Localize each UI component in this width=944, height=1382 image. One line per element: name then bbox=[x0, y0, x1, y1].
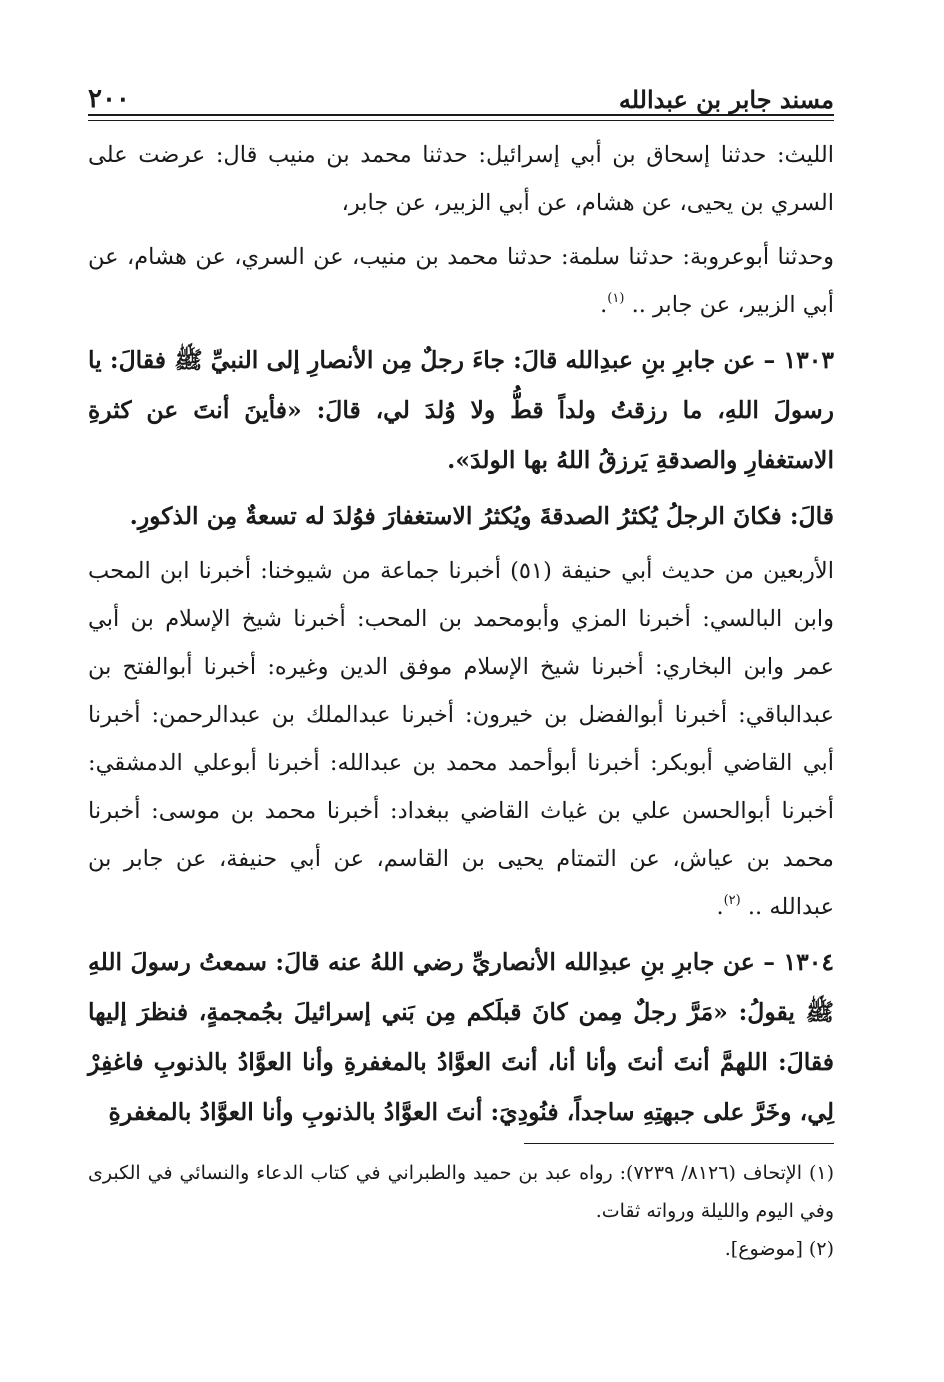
header-rule bbox=[88, 120, 834, 121]
footnote-separator bbox=[524, 1143, 834, 1144]
hadith-number-1304: ١٣٠٤ – bbox=[763, 948, 835, 976]
hadith-number-1303: ١٣٠٣ – bbox=[763, 346, 834, 374]
hadith-1303-conclusion: قالَ: فكانَ الرجلُ يُكثرُ الصدقةَ ويُكثرُ الاستغفارَ فوُلدَ له تسعةٌ مِن الذكورِ. bbox=[129, 502, 834, 530]
hadith-1304 bbox=[88, 937, 834, 1137]
page-header bbox=[88, 70, 834, 116]
hadith-1304-text: عن جابرِ بنِ عبدِالله الأنصاريِّ رضي اللهُ عنه قالَ: سمعتُ رسولَ اللهِ ﷺ يقولُ: «مَرَّ رجلٌ مِمن كانَ قبلَكم مِن بَني إسرائيلَ بجُمجمةٍ، فنظرَ إليها فقالَ: اللهمَّ أنتَ أنتَ وأنا أنا، أنتَ العوَّادُ بالمغفرةِ وأنا العوَّادُ بالذنوبِ فاغفِرْ لِي، وخَرَّ على جبهتِهِ ساجداً، فنُودِيَ: أنتَ العوَّادُ بالذنوبِ وأنا العوَّادُ بالمغفرةِ bbox=[88, 948, 834, 1126]
footnote-ref-1: (١) bbox=[607, 291, 625, 306]
hadith-1303 bbox=[88, 335, 834, 485]
footnote-1: (١) الإتحاف (٨١٢٦/ ٧٢٣٩): رواه عبد بن حميد والطبراني في كتاب الدعاء والنسائي في الكبرى وفي اليوم والليلة ورواته ثقات. bbox=[88, 1162, 834, 1222]
isnad-paragraph-1: الليث: حدثنا إسحاق بن أبي إسرائيل: حدثنا محمد بن منيب قال: عرضت على السري بن يحيى، عن هشام، عن أبي الزبير، عن جابر، bbox=[88, 142, 834, 216]
isnad-paragraph-2-text: وحدثنا أبوعروبة: حدثنا سلمة: حدثنا محمد بن منيب، عن السري، عن هشام، عن أبي الزبير، عن جابر .. bbox=[88, 244, 834, 318]
hadith-1303-text: عن جابرِ بنِ عبدِالله قالَ: جاءَ رجلٌ مِن الأنصارِ إلى النبيِّ ﷺ فقالَ: يا رسولَ اللهِ، ما رزقتُ ولداً قطُّ ولا وُلدَ لي، قالَ: «فأينَ أنتَ عن كثرةِ الاستغفارِ والصدقةِ يَرزقُ اللهُ بها الولدَ». bbox=[88, 346, 834, 474]
isnad-paragraph-2: وحدثنا أبوعروبة: حدثنا سلمة: حدثنا محمد بن منيب، عن السري، عن هشام، عن أبي الزبير، عن جابر .. $^{(١)}$. bbox=[88, 244, 834, 318]
running-title: مسند جابر بن عبدالله bbox=[618, 85, 834, 114]
footnote-ref-2: (٢) bbox=[723, 893, 741, 908]
isnad-paragraph-3-text: الأربعين من حديث أبي حنيفة (٥١) أخبرنا جماعة من شيوخنا: أخبرنا ابن المحب وابن البالسي: أخبرنا المزي وأبومحمد بن المحب: أخبرنا شيخ الإسلام بن أبي عمر وابن البخاري: أخبرنا شيخ الإسلام موفق الدين وغيره: أخبرنا أبوالفتح بن عبدالباقي: أخبرنا أبوالفضل بن خيرون: أخبرنا عبدالملك بن عبدالرحمن: أخبرنا أبي القاضي أبوبكر: أخبرنا أبوأحمد محمد بن عبدالله: أخبرنا أبوعلي الدمشقي: أخبرنا أبوالحسن علي بن غياث القاضي ببغداد: أخبرنا محمد بن موسى: أخبرنا محمد بن عياش، عن التمتام يحيى بن القاسم، عن أبي حنيفة، عن جابر بن عبدالله .. bbox=[88, 558, 834, 920]
footnote-2: (٢) [موضوع]. bbox=[724, 1238, 834, 1260]
book-page bbox=[88, 70, 834, 1268]
page-number: ٢٠٠ bbox=[88, 84, 130, 114]
isnad-paragraph-3: الأربعين من حديث أبي حنيفة (٥١) أخبرنا جماعة من شيوخنا: أخبرنا ابن المحب وابن البالسي: أخبرنا المزي وأبومحمد بن المحب: أخبرنا شيخ الإسلام بن أبي عمر وابن البخاري: أخبرنا شيخ الإسلام موفق الدين وغيره: أخبرنا أبوالفتح بن عبدالباقي: أخبرنا أبوالفضل بن خيرون: أخبرنا عبدالملك بن عبدالرحمن: أخبرنا أبي القاضي أبوبكر: أخبرنا أبوأحمد محمد بن عبدالله: أخبرنا أبوعلي الدمشقي: أخبرنا أبوالحسن علي بن غياث القاضي ببغداد: أخبرنا محمد بن موسى: أخبرنا محمد بن عياش، عن التمتام يحيى بن القاسم، عن أبي حنيفة، عن جابر بن عبدالله .. $^{(٢)}$. bbox=[88, 558, 834, 920]
